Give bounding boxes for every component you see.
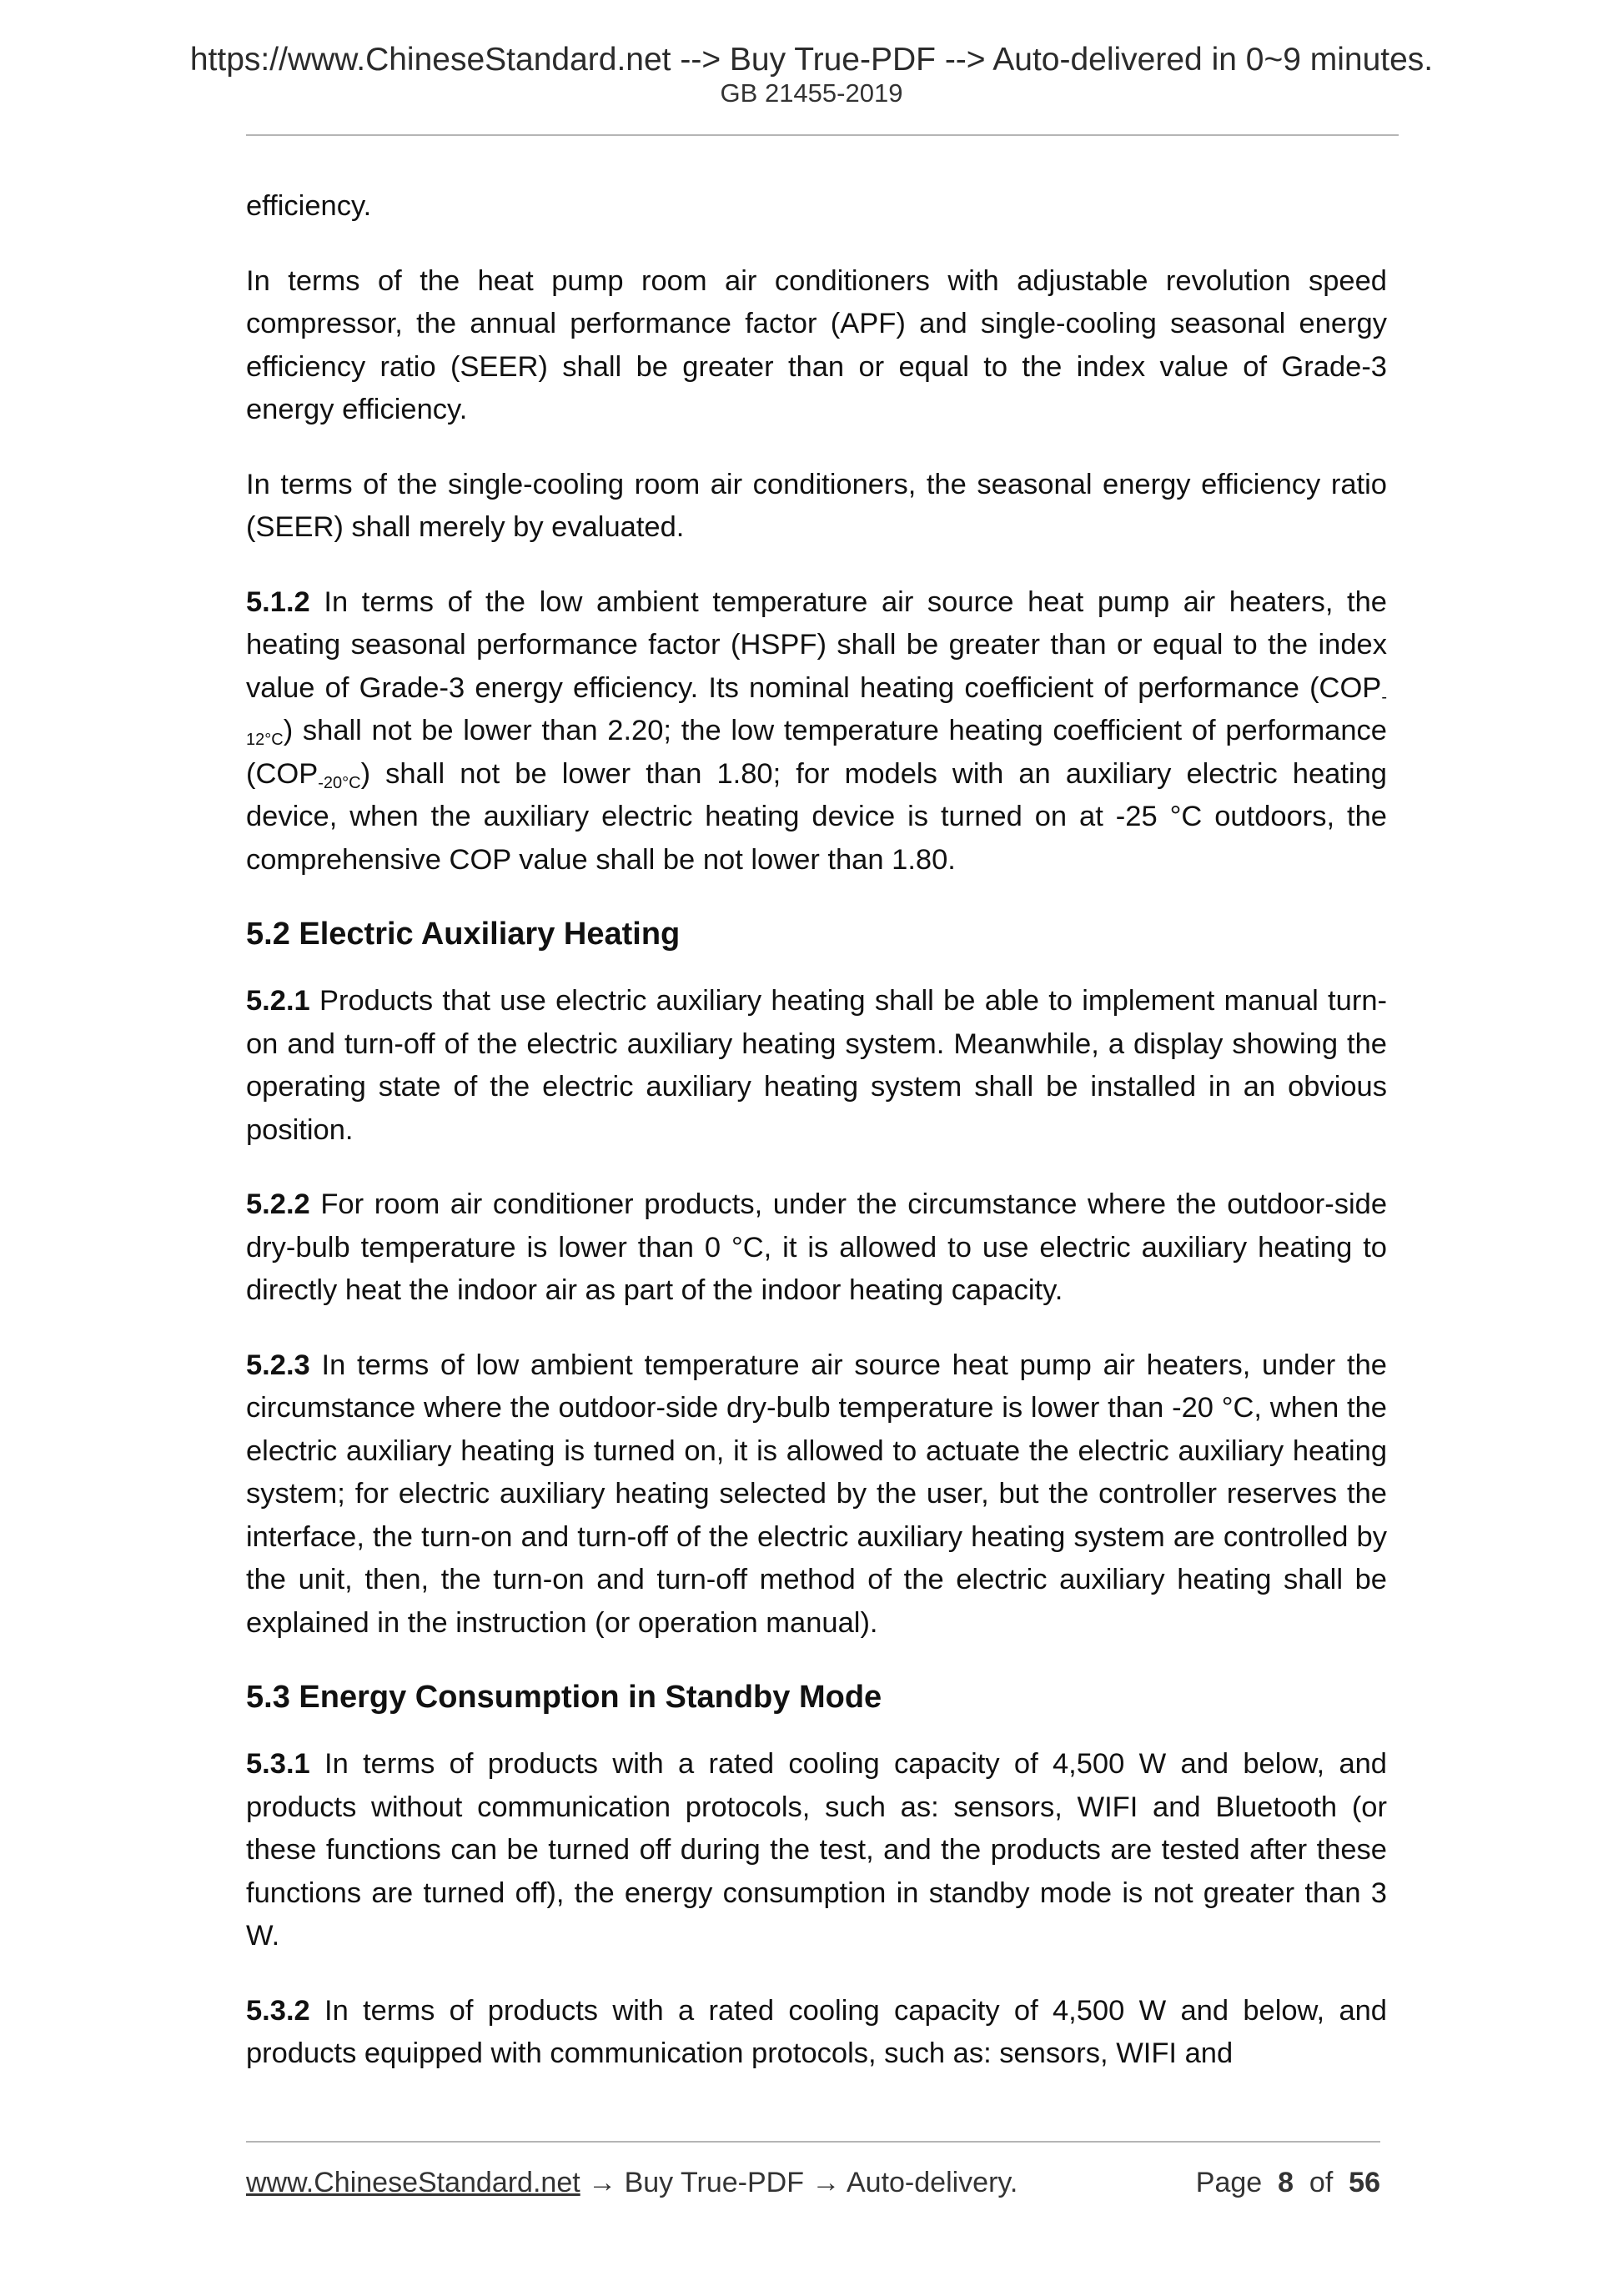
clause-number: 5.2.3 xyxy=(246,1349,310,1381)
site-link[interactable]: www.ChineseStandard.net xyxy=(246,2167,580,2198)
clause-text: In terms of the low ambient temperature air source heat pump air heaters, the heating seasonal performance factor (HSPF) shall be greater than or equal to the index value of Grade-3 energy efficiency. Its nominal heating coefficient of performance (COP xyxy=(246,585,1387,704)
clause-text: ) shall not be lower than 2.20; the low temperature heating coefficient of performance (COP xyxy=(246,715,1387,790)
clause-5-3-2 xyxy=(246,1990,1387,2076)
header-divider xyxy=(246,134,1399,136)
page-label: Page xyxy=(1195,2167,1263,2198)
clause-text: In terms of low ambient temperature air source heat pump air heaters, under the circumstance where the outdoor-side dry-bulb temperature is lower than -20 °C, when the electric auxiliary heating is turned on, it is allowed to actuate the electric auxiliary heating system; for electric auxiliary heating selected by the user, but the controller reserves the interface, the turn-on and turn-off of the electric auxiliary heating system are controlled by the unit, then, the turn-on and turn-off method of the electric auxiliary heating shall be explained in the instruction (or operation manual). xyxy=(246,1349,1387,1639)
clause-number: 5.3.2 xyxy=(246,1994,310,2027)
clause-text: In terms of products with a rated cooling capacity of 4,500 W and below, and products without communication protocols, such as: sensors, WIFI and Bluetooth (or these functions can be turned off during the test, and the products are tested after these functions are turned off), the energy consumption in standby mode is not greater than 3 W. xyxy=(246,1748,1387,1952)
clause-5-2-2 xyxy=(246,1183,1387,1313)
clause-text: Products that use electric auxiliary heating shall be able to implement manual turn-on and turn-off of the electric auxiliary heating system. Meanwhile, a display showing the operating state of the electric auxiliary heating system shall be installed in an obvious position. xyxy=(246,985,1387,1146)
total-pages: 56 xyxy=(1349,2167,1380,2198)
heading-5-3: 5.3 Energy Consumption in Standby Mode xyxy=(246,1680,882,1715)
of-label: of xyxy=(1309,2167,1334,2198)
clause-number: 5.2.1 xyxy=(246,985,310,1017)
clause-text: In terms of products with a rated cooling capacity of 4,500 W and below, and products equipped with communication protocols, such as: sensors, WIFI and xyxy=(246,1994,1387,2069)
clause-number: 5.1.2 xyxy=(246,585,310,618)
header-banner: https://www.ChineseStandard.net --> Buy True-PDF --> Auto-delivered in 0~9 minutes. xyxy=(189,42,1434,78)
clause-5-2-3 xyxy=(246,1344,1387,1645)
document-id: GB 21455-2019 xyxy=(720,78,903,108)
paragraph-seer: In terms of the single-cooling room air conditioners, the seasonal energy efficiency ratio (SEER) shall merely by evaluated. xyxy=(246,468,1387,543)
footer-tagline: → Buy True-PDF → Auto-delivery. xyxy=(580,2167,1018,2198)
heading-5-2: 5.2 Electric Auxiliary Heating xyxy=(246,917,681,952)
footer-left xyxy=(246,2164,1018,2201)
clause-number: 5.3.1 xyxy=(246,1748,310,1780)
page-indicator xyxy=(1196,2164,1380,2201)
clause-5-1-2 xyxy=(246,581,1387,882)
page-body xyxy=(246,185,1387,2108)
subscript: -20°C xyxy=(318,773,361,792)
clause-number: 5.2.2 xyxy=(246,1188,310,1220)
clause-5-2-1 xyxy=(246,980,1387,1152)
page-number: 8 xyxy=(1278,2167,1294,2198)
clause-text: ) shall not be lower than 1.80; for models with an auxiliary electric heating device, when the auxiliary electric heating device is turned on at -25 °C outdoors, the comprehensive COP value shall be not lower than 1.80. xyxy=(246,757,1387,876)
paragraph-efficiency: efficiency. xyxy=(246,190,372,222)
footer-divider xyxy=(246,2141,1380,2143)
subscript: -12°C xyxy=(246,687,1387,749)
paragraph-apf: In terms of the heat pump room air conditioners with adjustable revolution speed compressor, the annual performance factor (APF) and single-cooling seasonal energy efficiency ratio (SEER) shall be greater than or equal to the index value of Grade-3 energy efficiency. xyxy=(246,264,1387,425)
clause-5-3-1 xyxy=(246,1743,1387,1958)
clause-text: For room air conditioner products, under the circumstance where the outdoor-side dry-bulb temperature is lower than 0 °C, it is allowed to use electric auxiliary heating to directly heat the indoor air as part of the indoor heating capacity. xyxy=(246,1188,1387,1306)
